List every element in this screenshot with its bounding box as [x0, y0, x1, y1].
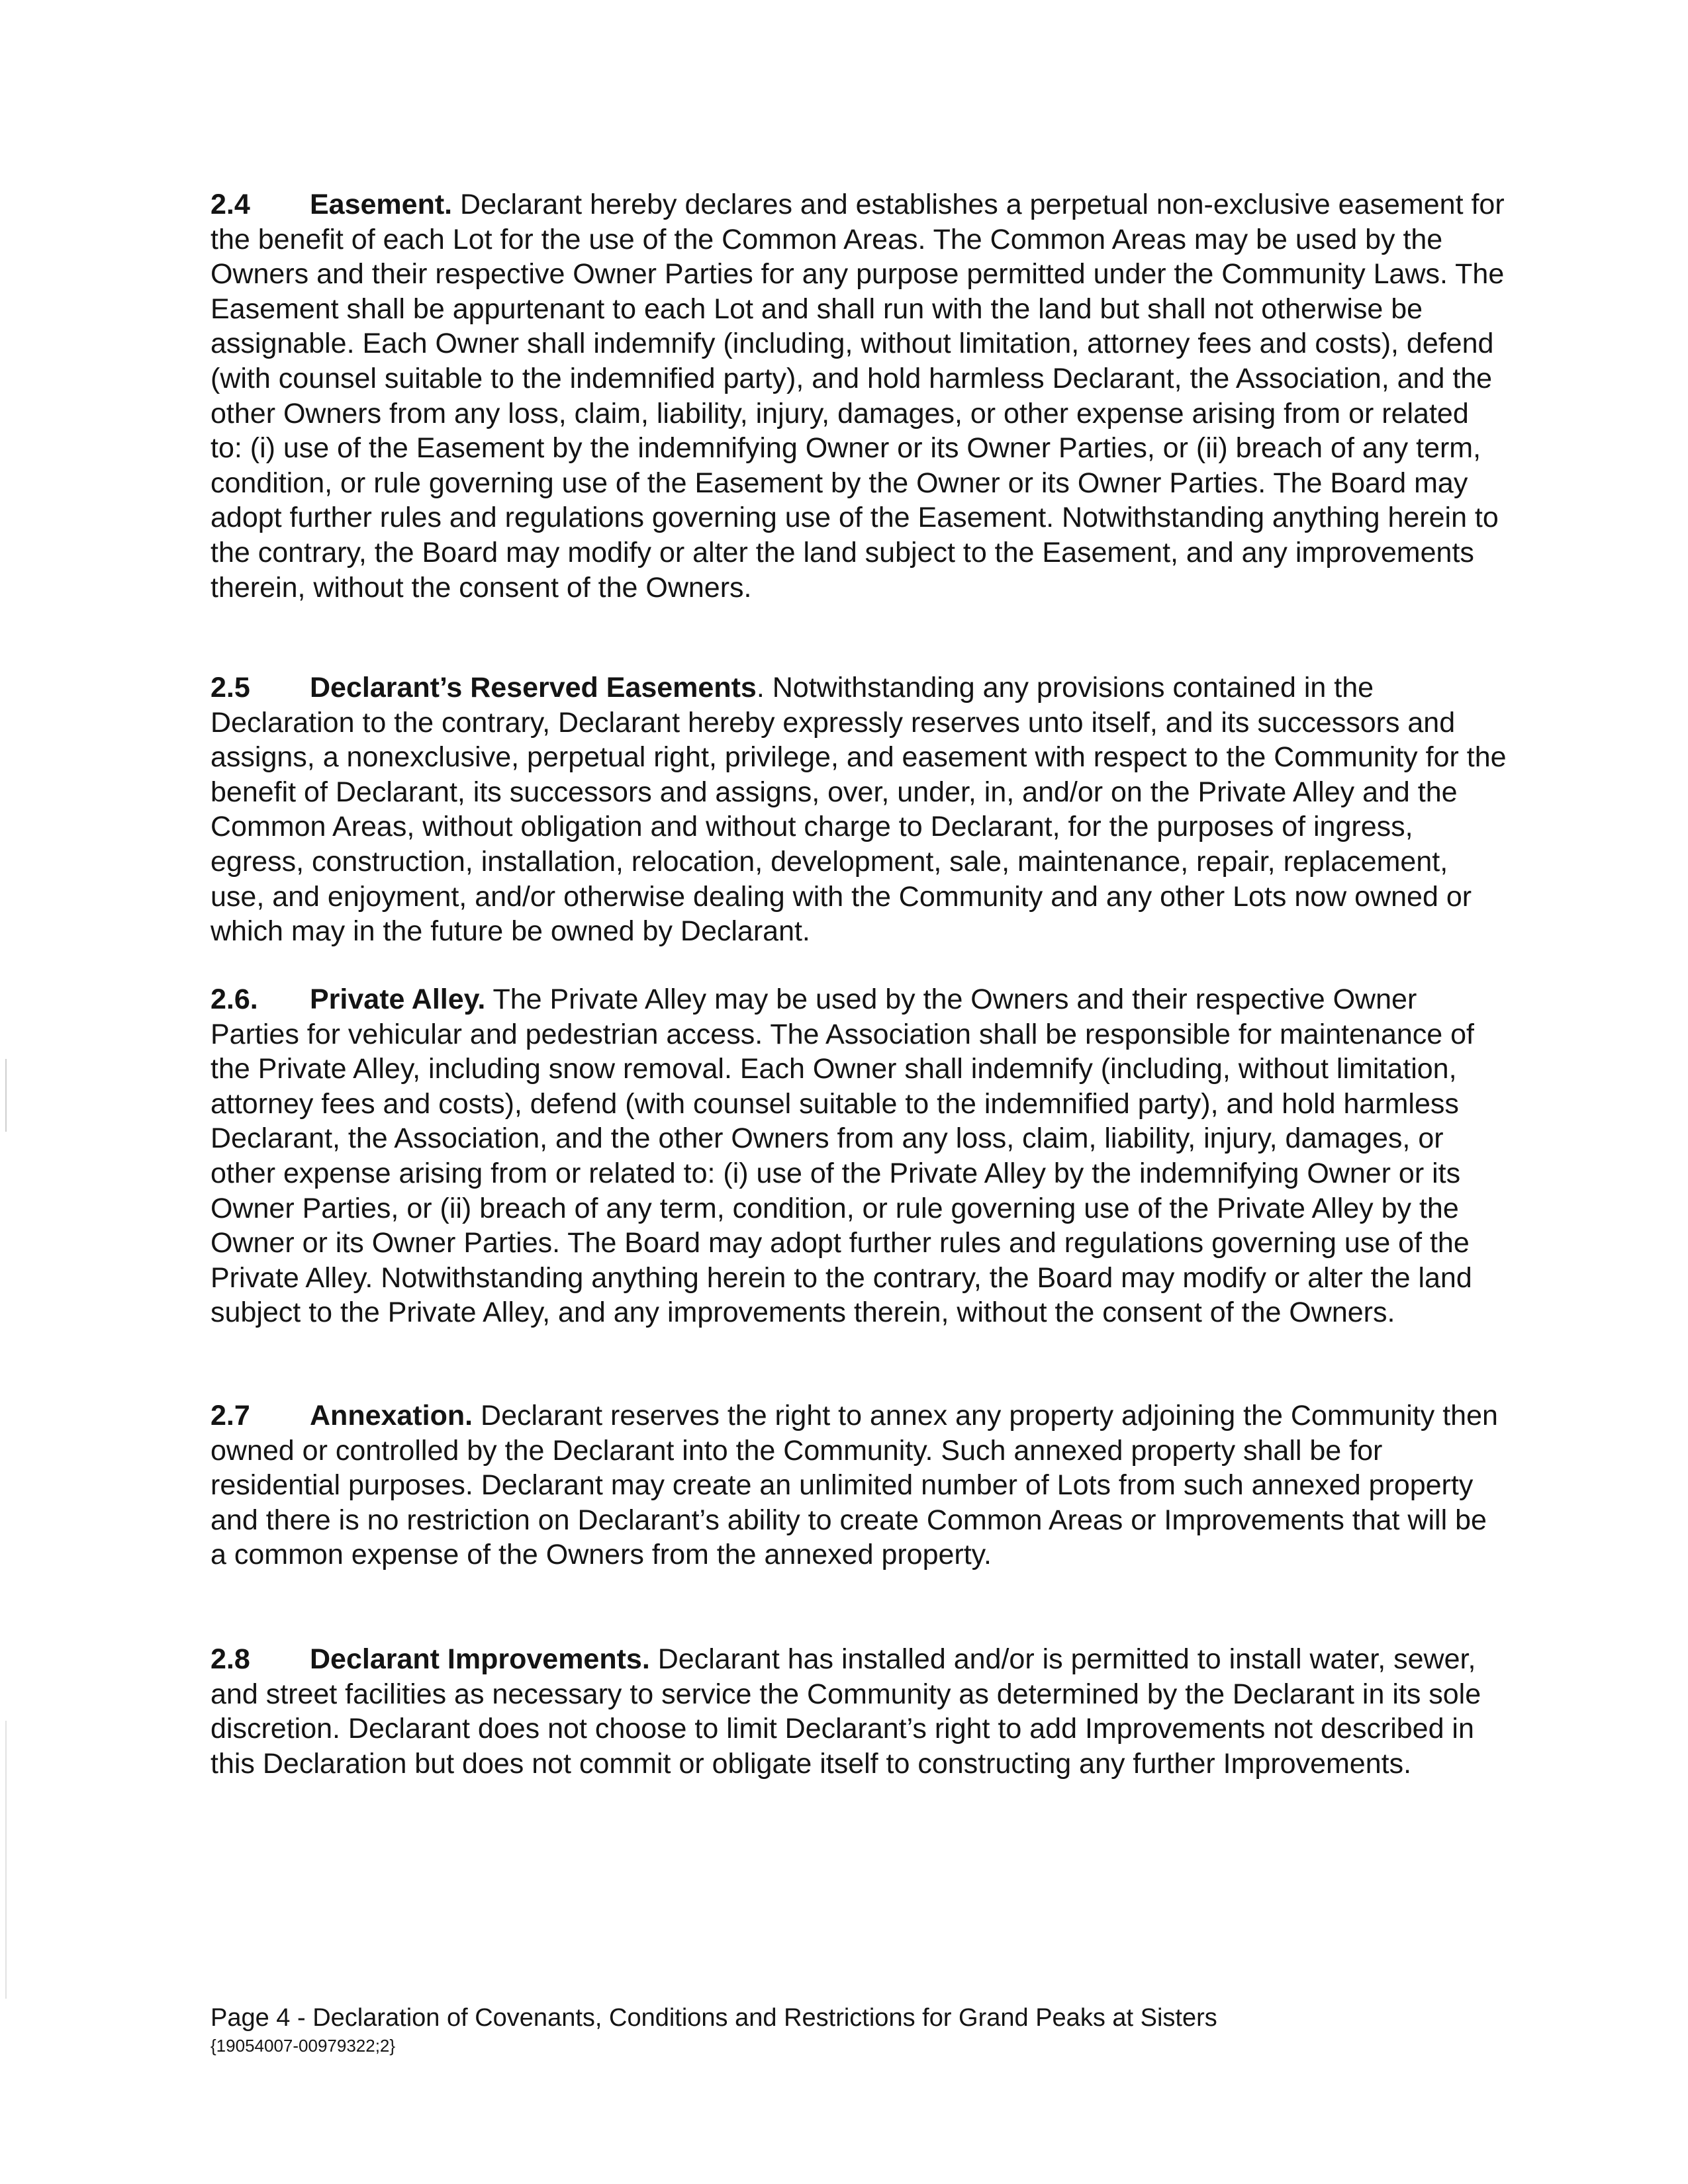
section-body: Declarant has installed and/or is permitted to install water, sewer, and street facilities as necessary to service the Community as determined by the Declarant in its sole discretion. Declarant does not choose to limit Declarant’s right to add Improvements not described in this Declaration but does not commit or obligate itself to constructing any further Improvements. — [211, 1643, 1481, 1780]
section-heading: Declarant Improvements. — [310, 1643, 650, 1675]
section-heading: Easement. — [310, 189, 453, 220]
section-number: 2.8 — [211, 1643, 250, 1675]
section-number: 2.4 — [211, 189, 250, 220]
section-paragraph — [211, 670, 1508, 949]
section-2-8-declarant-improvements — [211, 1642, 1508, 1781]
section-2-4-easement — [211, 187, 1508, 605]
section-paragraph — [211, 1642, 1508, 1781]
section-2-5-reserved-easements — [211, 670, 1508, 949]
section-paragraph — [211, 187, 1508, 605]
footer-title: Page 4 - Declaration of Covenants, Conditions and Restrictions for Grand Peaks at Sisters — [211, 2004, 1217, 2032]
section-number: 2.7 — [211, 1400, 250, 1432]
footer-document-code: {19054007-00979322;2} — [211, 2036, 396, 2056]
section-body: Declarant reserves the right to annex any property adjoining the Community then owned or controlled by the Declarant into the Community. Such annexed property shall be for residential purposes. Declarant may create an unlimited number of Lots from such annexed property and there is no restriction on Declarant’s ability to create Common Areas or Improvements that will be a common expense of the Owners from the annexed property. — [211, 1400, 1498, 1571]
section-heading: Annexation. — [310, 1400, 473, 1432]
section-body: . Notwithstanding any provisions contained in the Declaration to the contrary, Declarant hereby expressly reserves unto itself, and its successors and assigns, a nonexclusive, perpetual right, privilege, and easement with respect to the Community for the benefit of Declarant, its successors and assigns, over, under, in, and/or on the Private Alley and the Common Areas, without obligation and without charge to Declarant, for the purposes of ingress, egress, construction, installation, relocation, development, sale, maintenance, repair, replacement, use, and enjoyment, and/or otherwise dealing with the Community and any other Lots now owned or which may in the future be owned by Declarant. — [211, 672, 1507, 948]
section-body: Declarant hereby declares and establishes a perpetual non-exclusive easement for the benefit of each Lot for the use of the Common Areas. The Common Areas may be used by the Owners and their respective Owner Parties for any purpose permitted under the Community Laws. The Easement shall be appurtenant to each Lot and shall run with the land but shall not otherwise be assignable. Each Owner shall indemnify (including, without limitation, attorney fees and costs), defend (with counsel suitable to the indemnified party), and hold harmless Declarant, the Association, and the other Owners from any loss, claim, liability, injury, damages, or other expense arising from or related to: (i) use of the Easement by the indemnifying Owner or its Owner Parties, or (ii) breach of any term, condition, or rule governing use of the Easement by the Owner or its Owner Parties. The Board may adopt further rules and regulations governing use of the Easement. Notwithstanding anything herein to the contrary, the Board may modify or alter the land subject to the Easement, and any improvements therein, without the consent of the Owners. — [211, 189, 1505, 604]
scan-margin-mark — [5, 1721, 7, 1999]
section-paragraph — [211, 982, 1508, 1330]
section-number: 2.6. — [211, 983, 258, 1015]
section-paragraph — [211, 1398, 1508, 1572]
section-number: 2.5 — [211, 672, 250, 704]
section-heading: Declarant’s Reserved Easements — [310, 672, 757, 704]
section-2-7-annexation — [211, 1398, 1508, 1572]
page-footer — [211, 2003, 1508, 2056]
scan-margin-mark — [5, 1059, 7, 1132]
section-body: The Private Alley may be used by the Owners and their respective Owner Parties for vehicular and pedestrian access. The Association shall be responsible for maintenance of the Private Alley, including snow removal. Each Owner shall indemnify (including, without limitation, attorney fees and costs), defend (with counsel suitable to the indemnified party), and hold harmless Declarant, the Association, and the other Owners from any loss, claim, liability, injury, damages, or other expense arising from or related to: (i) use of the Private Alley by the indemnifying Owner or its Owner Parties, or (ii) breach of any term, condition, or rule governing use of the Private Alley by the Owner or its Owner Parties. The Board may adopt further rules and regulations governing use of the Private Alley. Notwithstanding anything herein to the contrary, the Board may modify or alter the land subject to the Private Alley, and any improvements therein, without the consent of the Owners. — [211, 983, 1475, 1329]
section-heading: Private Alley. — [310, 983, 486, 1015]
section-2-6-private-alley — [211, 982, 1508, 1330]
